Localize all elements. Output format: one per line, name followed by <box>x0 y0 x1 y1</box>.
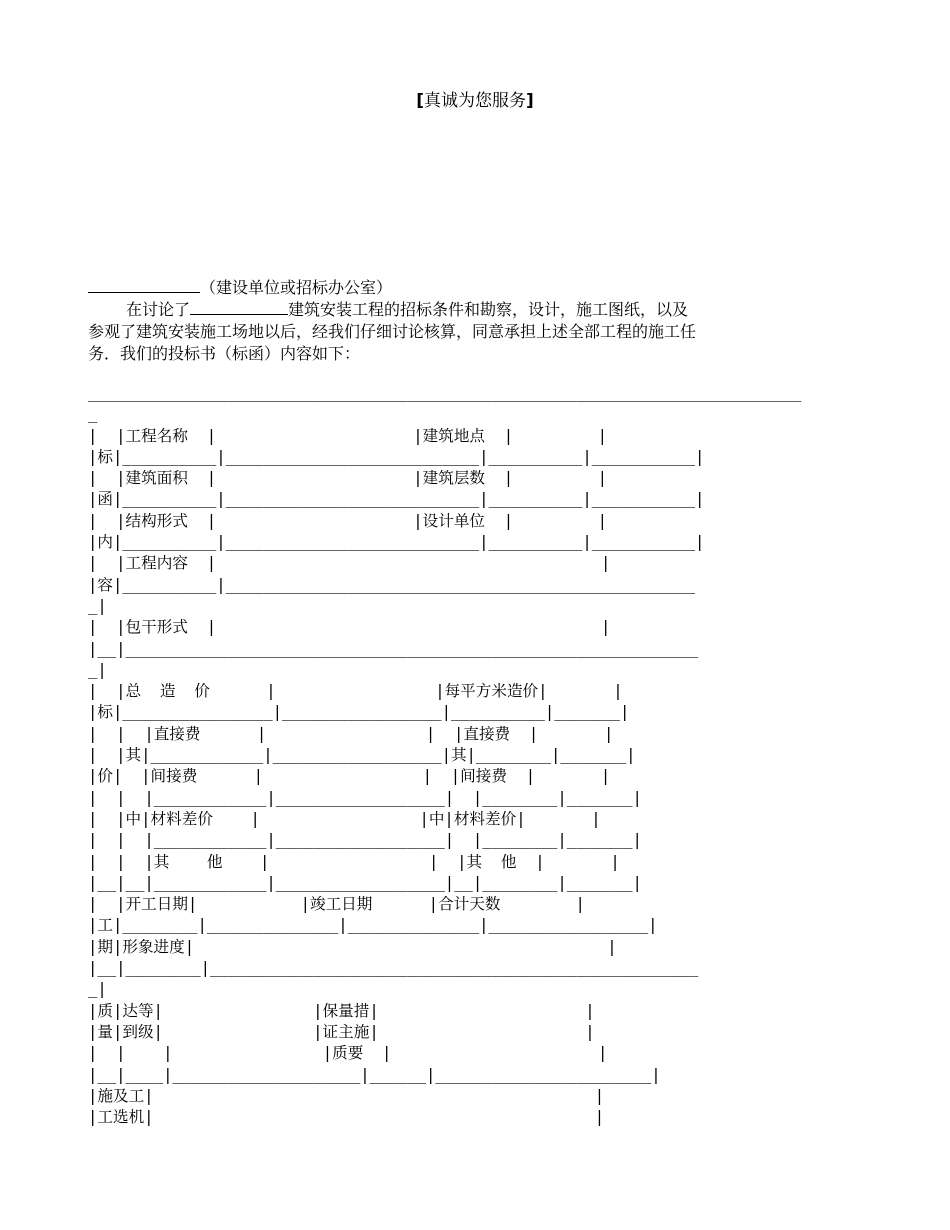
form-line: | |总 造 价 | |每平方米造价| | <box>88 682 623 701</box>
form-line: | |结构形式 | |设计单位 | | <box>88 511 608 530</box>
form-line: |__|__|____________|__________________|__|________|_______| <box>88 873 642 892</box>
form-line: | |包干形式 | | <box>88 618 611 637</box>
form-line: | | |____________|__________________| |________|_______| <box>88 788 642 807</box>
project-name-blank[interactable] <box>190 299 288 315</box>
form-line: |__|________|____________________________________________________ <box>88 959 699 978</box>
intro-paragraph-line-2: 参观了建筑安装施工场地以后，经我们仔细讨论核算，同意承担上述全部工程的施工任 <box>88 322 697 341</box>
header-title: 真诚为您服务 <box>424 91 526 111</box>
form-line: | |其|____________|__________________|其|________|_______| <box>88 746 636 765</box>
form-line: | |建筑面积 | |建筑层数 | | <box>88 469 608 488</box>
form-line: _| <box>88 980 107 999</box>
form-line: |函|__________|___________________________|__________|___________| <box>88 490 705 509</box>
form-line: ____________________________________________________________________________ <box>88 384 802 402</box>
intro-paragraph-line-3: 务．我们的投标书（标函）内容如下： <box>88 344 361 363</box>
form-line: |容|__________|__________________________________________________ <box>88 575 696 594</box>
header-open-bracket: [ <box>416 91 424 111</box>
addressee-blank[interactable] <box>88 277 200 293</box>
form-line: |质|达等| |保量措| | <box>88 1001 595 1020</box>
form-line: | |中|材料差价 | |中|材料差价| | <box>88 809 601 828</box>
form-line: | | |____________|__________________| |________|_______| <box>88 831 642 850</box>
form-line: _ <box>88 405 98 424</box>
intro-text-part2: 建筑安装工程的招标条件和勘察，设计，施工图纸，以及 <box>288 300 689 319</box>
document-header <box>0 86 950 111</box>
form-line: |__|____|____________________|______|_______________________| <box>88 1065 661 1084</box>
form-line: |期|形象进度| | <box>88 937 617 956</box>
form-line: |价| |间接费 | | |间接费 | | <box>88 767 611 786</box>
intro-paragraph-line-1 <box>88 299 828 321</box>
form-line: |施及工| | <box>88 1086 605 1105</box>
form-line: _| <box>88 596 107 615</box>
form-line: |标|__________|___________________________|__________|___________| <box>88 447 705 466</box>
form-line: | |开工日期| |竣工日期 |合计天数 | <box>88 895 585 914</box>
form-line: | | | |质要 | | <box>88 1044 608 1063</box>
addressee-line <box>88 277 828 299</box>
header-close-bracket: ] <box>526 91 534 111</box>
form-line: | |工程内容 | | <box>88 554 611 573</box>
form-line: |内|__________|___________________________|__________|___________| <box>88 533 705 552</box>
bid-form-grid <box>88 383 802 1128</box>
form-line: |__|_____________________________________________________________ <box>88 639 699 658</box>
form-line: | | |其 他 | | |其 他 | | <box>88 852 620 871</box>
intro-text-part1: 在讨论了 <box>126 300 191 319</box>
form-line: |标|________________|_________________|__________|_______| <box>88 703 630 722</box>
form-line: | |工程名称 | |建筑地点 | | <box>88 426 608 445</box>
form-line: | | |直接费 | | |直接费 | | <box>88 724 614 743</box>
addressee-suffix: （建设单位或招标办公室） <box>200 278 393 297</box>
form-line: |量|到级| |证主施| | <box>88 1022 595 1041</box>
form-line: |工|________|______________|______________|_________________| <box>88 916 658 935</box>
form-line: |工选机| | <box>88 1108 605 1127</box>
form-line: _| <box>88 660 107 679</box>
